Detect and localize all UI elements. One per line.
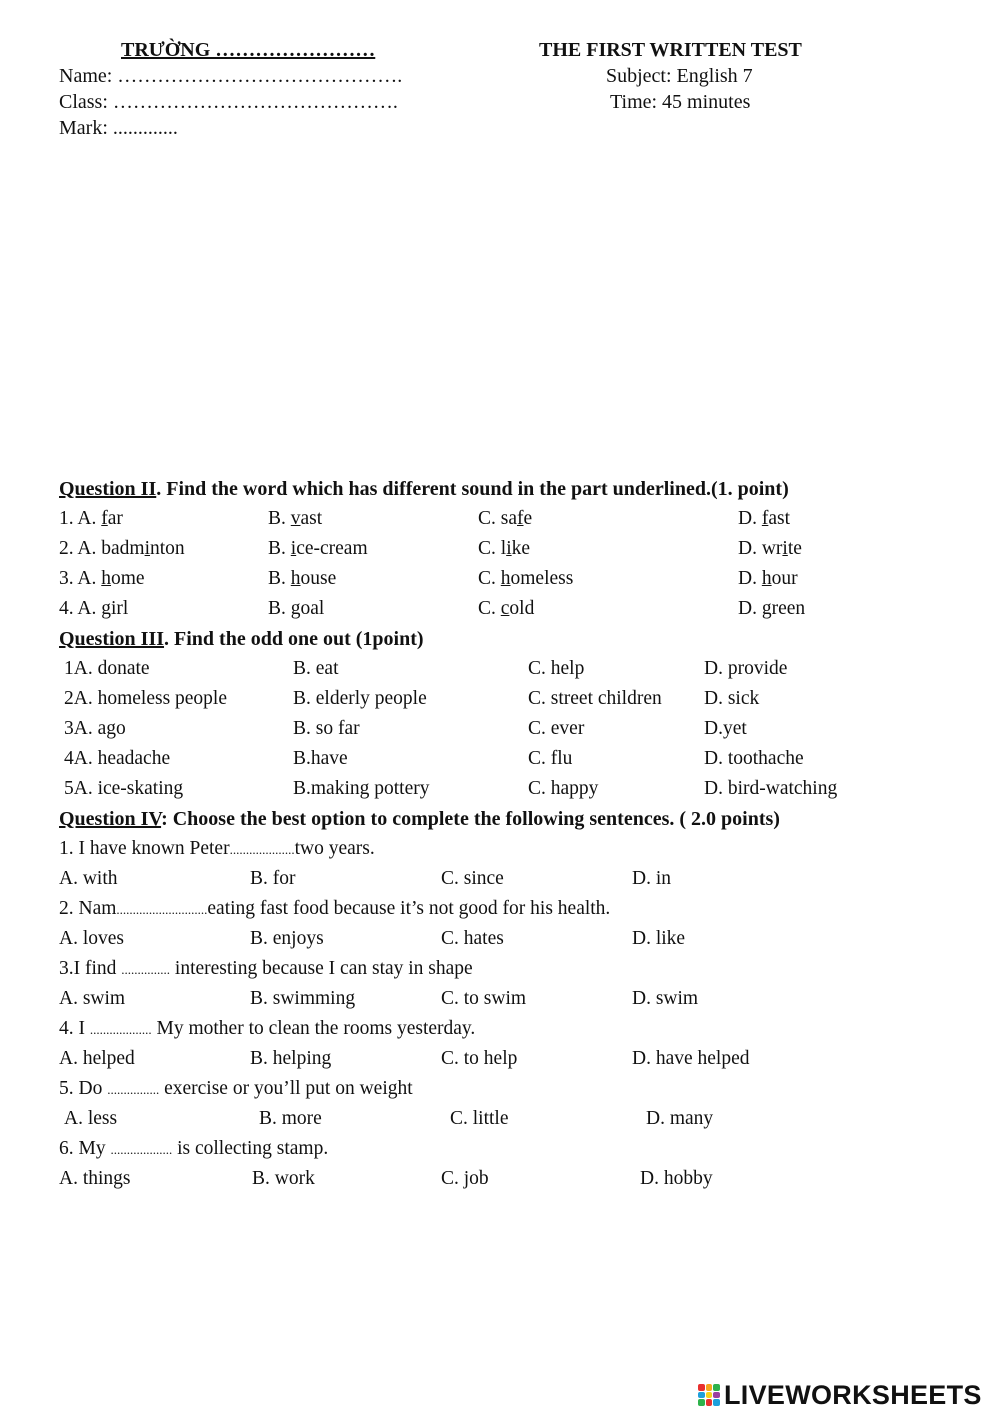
q2-underlined-part: c: [500, 598, 510, 619]
q4-question-text: My mother to clean the rooms yesterday.: [151, 1018, 476, 1039]
q3-option-1-b[interactable]: B. eat: [293, 658, 339, 679]
q4-option-1-c[interactable]: C. since: [441, 868, 504, 889]
q2-option-2-b[interactable]: [268, 538, 368, 560]
logo-square: [698, 1399, 705, 1406]
question-3-heading: [59, 628, 424, 651]
q3-option-3-b[interactable]: B. so far: [293, 718, 360, 739]
q3-option-2-a[interactable]: 2A. homeless people: [64, 688, 228, 709]
q2-option-text: B.: [268, 598, 291, 619]
q3-option-3-a[interactable]: 3A. ago: [64, 718, 126, 739]
q2-underlined-part: f: [101, 508, 108, 529]
q2-underlined-part: i: [290, 538, 297, 559]
q2-option-text: C.: [478, 598, 501, 619]
q2-option-1-a[interactable]: [59, 508, 123, 530]
q2-underlined-part: g: [290, 598, 301, 619]
q2-option-text: D.: [738, 598, 762, 619]
q2-option-4-c[interactable]: [478, 598, 534, 620]
q2-underlined-part: i: [782, 538, 788, 559]
q2-underlined-part: g: [761, 598, 772, 619]
logo-square: [706, 1399, 713, 1406]
q3-option-4-a[interactable]: 4A. headache: [64, 748, 171, 769]
q4-option-3-d[interactable]: D. swim: [632, 988, 699, 1009]
q4-option-2-d[interactable]: D. like: [632, 928, 686, 949]
q2-option-text: reen: [771, 598, 806, 619]
q4-option-2-a[interactable]: A. loves: [59, 928, 124, 949]
q4-option-2-b[interactable]: B. enjoys: [250, 928, 324, 949]
liveworksheets-logo-icon: [698, 1384, 720, 1406]
q3-option-4-b[interactable]: B.have: [293, 748, 348, 769]
q2-option-3-d[interactable]: [738, 568, 798, 590]
q3-option-5-b[interactable]: B.making pottery: [293, 778, 430, 799]
logo-square: [713, 1392, 720, 1399]
q2-option-text: ce-cream: [296, 538, 368, 559]
class-field[interactable]: Class: …………………………………….: [59, 91, 398, 113]
q2-option-4-d[interactable]: [738, 598, 805, 620]
subject-line: Subject: English 7: [606, 65, 753, 87]
q2-option-3-c[interactable]: [478, 568, 573, 590]
q4-question-text: eating fast food because it’s not good for his health.: [207, 898, 611, 919]
q2-option-text: C. sa: [478, 508, 517, 529]
q4-option-4-c[interactable]: C. to help: [441, 1048, 518, 1069]
logo-square: [698, 1384, 705, 1391]
q4-question-text: 5. Do: [59, 1078, 108, 1099]
q4-question-4: [59, 1018, 475, 1040]
q2-option-3-a[interactable]: [59, 568, 145, 590]
mark-field[interactable]: Mark: .............: [59, 117, 178, 139]
q2-option-2-d[interactable]: [738, 538, 802, 560]
q2-option-text: omeless: [510, 568, 574, 589]
q4-option-3-c[interactable]: C. to swim: [441, 988, 527, 1009]
logo-square: [698, 1392, 705, 1399]
test-title: THE FIRST WRITTEN TEST: [539, 39, 802, 61]
q4-option-3-b[interactable]: B. swimming: [250, 988, 356, 1009]
q3-option-4-c[interactable]: C. flu: [528, 748, 573, 769]
logo-square: [706, 1384, 713, 1391]
q2-underlined-part: h: [290, 568, 301, 589]
liveworksheets-brand: LIVEWORKSHEETS: [724, 1379, 982, 1410]
q4-option-6-d[interactable]: D. hobby: [640, 1168, 713, 1189]
q4-question-text: 6. My: [59, 1138, 111, 1159]
q4-option-3-a[interactable]: A. swim: [59, 988, 126, 1009]
q2-option-text: irl: [111, 598, 129, 619]
q2-option-text: 2. A. badm: [59, 538, 145, 559]
q2-option-text: ke: [511, 538, 531, 559]
q3-option-1-d[interactable]: D. provide: [704, 658, 788, 679]
logo-square: [706, 1392, 713, 1399]
q2-option-text: oal: [300, 598, 325, 619]
q4-option-4-b[interactable]: B. helping: [250, 1048, 332, 1069]
q2-option-2-c[interactable]: [478, 538, 530, 560]
q4-question-3: [59, 958, 473, 980]
q4-question-6: [59, 1138, 328, 1160]
q2-underlined-part: g: [101, 598, 112, 619]
q2-underlined-part: i: [144, 538, 151, 559]
q2-option-text: B.: [268, 508, 291, 529]
q4-option-1-b[interactable]: B. for: [250, 868, 296, 889]
q3-option-3-c[interactable]: C. ever: [528, 718, 585, 739]
q3-option-3-d[interactable]: D.yet: [704, 718, 747, 739]
q2-option-text: ome: [111, 568, 145, 589]
q3-option-1-c[interactable]: C. help: [528, 658, 585, 679]
q2-option-text: ouse: [300, 568, 337, 589]
q2-option-text: ar: [107, 508, 123, 529]
q2-underlined-part: i: [506, 538, 512, 559]
q2-option-4-b[interactable]: [268, 598, 324, 620]
q4-question-text: interesting because I can stay in shape: [170, 958, 473, 979]
q2-underlined-part: v: [290, 508, 301, 529]
q3-option-5-d[interactable]: D. bird-watching: [704, 778, 838, 799]
q3-option-1-a[interactable]: 1A. donate: [64, 658, 150, 679]
q2-option-text: C.: [478, 568, 501, 589]
q3-option-5-c[interactable]: C. happy: [528, 778, 599, 799]
logo-square: [713, 1399, 720, 1406]
q2-option-1-c[interactable]: [478, 508, 532, 530]
q2-option-1-b[interactable]: [268, 508, 322, 530]
q2-option-text: 1. A.: [59, 508, 102, 529]
q4-option-6-a[interactable]: A. things: [59, 1168, 131, 1189]
q3-option-2-b[interactable]: B. elderly people: [293, 688, 427, 709]
q2-option-text: B.: [268, 538, 291, 559]
question-4-label: Question IV: [59, 808, 162, 830]
q4-question-5: [59, 1078, 413, 1100]
q4-answer-blank[interactable]: ...............: [121, 962, 171, 977]
name-field[interactable]: Name: …………………………………….: [59, 65, 403, 87]
q2-option-text: ast: [768, 508, 791, 529]
q2-underlined-part: h: [101, 568, 112, 589]
q2-option-text: nton: [150, 538, 185, 559]
q2-underlined-part: h: [761, 568, 772, 589]
q2-option-4-a[interactable]: [59, 598, 128, 620]
q4-option-6-c[interactable]: C. job: [441, 1168, 489, 1189]
q2-option-text: D.: [738, 568, 762, 589]
question-3-instruction: . Find the odd one out (1point): [164, 628, 424, 650]
q3-option-2-c[interactable]: C. street children: [528, 688, 662, 709]
q2-option-text: C. l: [478, 538, 507, 559]
question-2-label: Question II: [59, 478, 157, 500]
q4-question-text: 4. I: [59, 1018, 90, 1039]
question-4-instruction: : Choose the best option to complete the following sentences. ( 2.0 points): [161, 808, 780, 830]
q4-question-text: 3.I find: [59, 958, 122, 979]
q2-option-text: D.: [738, 508, 762, 529]
q3-option-2-d[interactable]: D. sick: [704, 688, 760, 709]
question-2-heading: [59, 478, 789, 501]
school-name: TRƯỜNG ……………………: [121, 39, 376, 61]
q3-option-5-a[interactable]: 5A. ice-skating: [64, 778, 184, 799]
q4-option-4-d[interactable]: D. have helped: [632, 1048, 750, 1069]
q2-option-3-b[interactable]: [268, 568, 336, 590]
q4-answer-blank[interactable]: ...................: [89, 1022, 152, 1037]
q4-question-text: is collecting stamp.: [172, 1138, 329, 1159]
q4-option-5-d[interactable]: D. many: [646, 1108, 714, 1129]
q4-question-1: [59, 838, 375, 860]
q4-option-5-a[interactable]: A. less: [64, 1108, 118, 1129]
q4-question-text: two years.: [294, 838, 375, 859]
q2-option-text: B.: [268, 568, 291, 589]
q4-answer-blank[interactable]: ...................: [110, 1142, 173, 1157]
q4-answer-blank[interactable]: ....................: [229, 842, 295, 857]
q4-option-6-b[interactable]: B. work: [252, 1168, 315, 1189]
q2-option-text: te: [787, 538, 802, 559]
q4-question-2: [59, 898, 610, 920]
question-4-heading: [59, 808, 780, 831]
q2-option-1-d[interactable]: [738, 508, 790, 530]
question-2-instruction: . Find the word which has different sound in the part underlined.(1. point): [156, 478, 789, 500]
q4-answer-blank[interactable]: ............................: [116, 902, 208, 917]
q4-option-1-d[interactable]: D. in: [632, 868, 671, 889]
q4-option-5-c[interactable]: C. little: [450, 1108, 509, 1129]
q2-option-text: 4. A.: [59, 598, 102, 619]
q2-option-text: e: [523, 508, 533, 529]
q2-option-text: our: [771, 568, 798, 589]
q4-option-1-a[interactable]: A. with: [59, 868, 118, 889]
q2-option-text: old: [509, 598, 535, 619]
q4-option-4-a[interactable]: A. helped: [59, 1048, 135, 1069]
q4-question-text: 2. Nam: [59, 898, 117, 919]
q2-option-text: ast: [300, 508, 323, 529]
q2-option-2-a[interactable]: [59, 538, 185, 560]
q2-underlined-part: h: [500, 568, 511, 589]
logo-square: [713, 1384, 720, 1391]
q4-question-text: 1. I have known Peter: [59, 838, 230, 859]
q2-option-text: D. wr: [738, 538, 783, 559]
q4-answer-blank[interactable]: ................: [107, 1082, 160, 1097]
question-3-label: Question III: [59, 628, 165, 650]
q4-option-5-b[interactable]: B. more: [259, 1108, 322, 1129]
liveworksheets-logo: [698, 1378, 982, 1412]
q3-option-4-d[interactable]: D. toothache: [704, 748, 804, 769]
q2-underlined-part: f: [517, 508, 524, 529]
q4-option-2-c[interactable]: C. hates: [441, 928, 504, 949]
q2-option-text: 3. A.: [59, 568, 102, 589]
time-line: Time: 45 minutes: [610, 91, 751, 113]
q4-question-text: exercise or you’ll put on weight: [159, 1078, 413, 1099]
q2-underlined-part: f: [761, 508, 769, 529]
